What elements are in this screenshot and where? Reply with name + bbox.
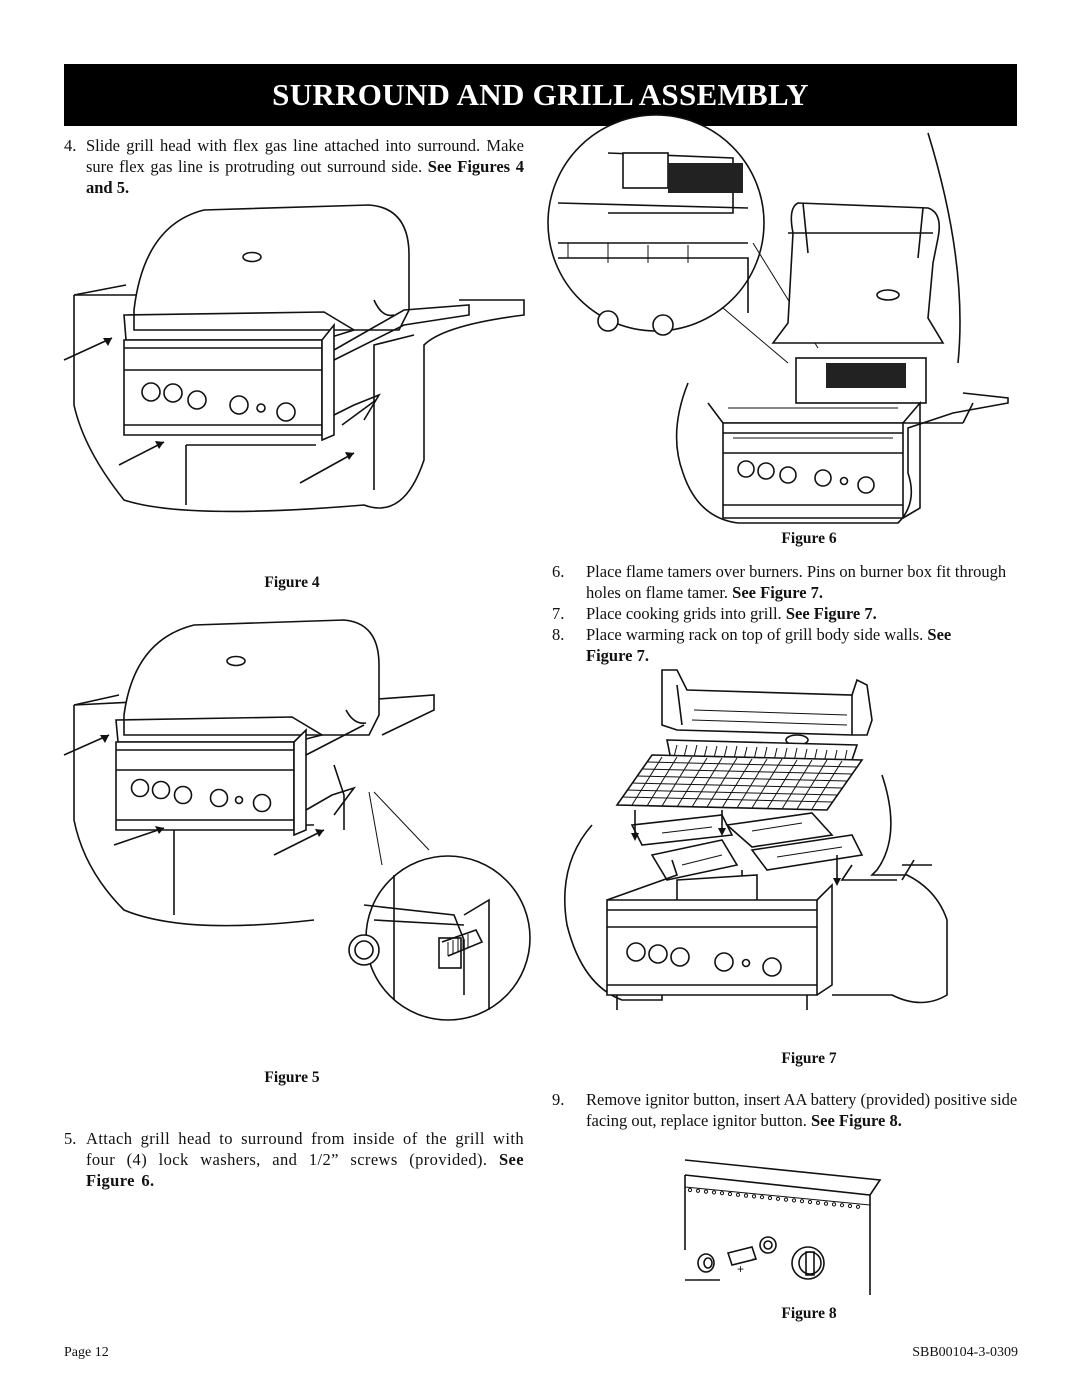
step-text: Remove ignitor button, insert AA battery (provided) positive side facing out, replace ignitor button. <box>586 1090 1018 1130</box>
figure-5-illustration <box>64 620 534 1050</box>
battery-minus-label: - <box>752 1251 756 1265</box>
figure-5-caption: Figure 5 <box>264 1069 320 1086</box>
figure-6-caption: Figure 6 <box>781 530 837 547</box>
page-title: SURROUND AND GRILL ASSEMBLY <box>272 77 809 112</box>
step-number: 7. <box>552 604 565 623</box>
section-title-banner <box>64 64 1017 126</box>
step-number: 5. <box>64 1129 77 1148</box>
figure-6-illustration <box>548 133 1018 525</box>
document-id: SBB00104-3-0309 <box>912 1345 1018 1360</box>
step-number: 6. <box>552 562 565 581</box>
figure-7-illustration <box>552 665 1022 1040</box>
battery-plus-label: + <box>737 1262 745 1276</box>
figure-reference: See Figure 8. <box>810 1111 902 1130</box>
figure-8-caption: Figure 8 <box>781 1305 837 1322</box>
figure-8-illustration <box>680 1155 895 1295</box>
step-text: Place warming rack on top of grill body side walls. <box>586 625 928 644</box>
step-number: 8. <box>552 625 565 644</box>
figure-reference: See Figure 7. <box>785 604 877 623</box>
step-text: Place flame tamers over burners. Pins on burner box fit through holes on flame tamer. <box>586 562 1007 602</box>
figure-reference: See Figure 7. <box>586 625 952 665</box>
step-text: Place cooking grids into grill. <box>586 604 786 623</box>
figure-reference: See Figure 6. <box>86 1150 524 1190</box>
step-number: 9. <box>552 1090 565 1109</box>
step-text: Slide grill head with flex gas line attached into surround. Make sure flex gas line is protruding out surround side. <box>86 136 524 176</box>
figure-reference: See Figure 7. <box>732 583 824 602</box>
page-number: Page 12 <box>64 1345 109 1360</box>
figure-reference: See Figures 4 and 5. <box>86 157 524 197</box>
figure-4-illustration <box>64 200 534 540</box>
figure-7-caption: Figure 7 <box>781 1050 837 1067</box>
step-text: Attach grill head to surround from inside of the grill with four (4) lock washers, and 1/2” screws (provided). <box>86 1129 524 1169</box>
figure-4-caption: Figure 4 <box>264 574 320 591</box>
step-number: 4. <box>64 136 77 155</box>
